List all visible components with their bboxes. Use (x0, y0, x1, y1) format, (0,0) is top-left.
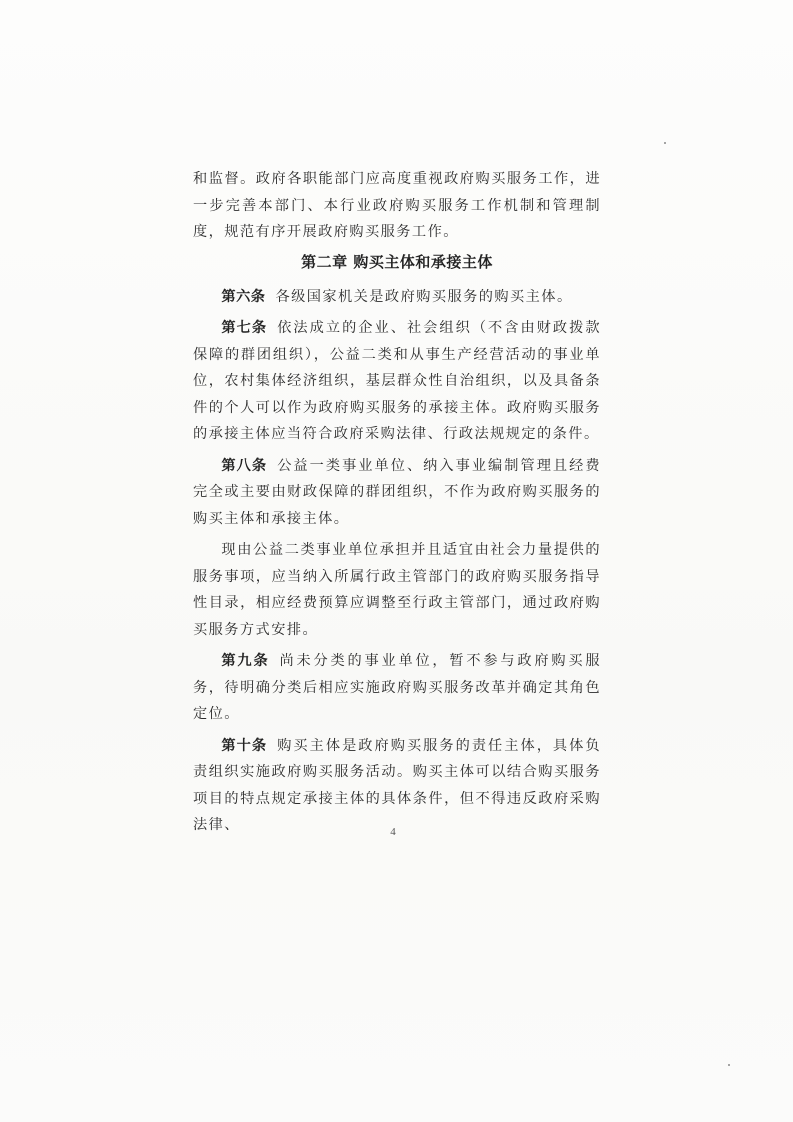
article-number: 第十条 (221, 737, 268, 754)
scan-speck (728, 1064, 730, 1066)
article-text: 依法成立的企业、社会组织（不含由财政拨款保障的群团组织），公益二类和从事生产经营活动的事业单位，农村集体经济组织，基层群众性自治组织，以及具备条件的个人可以作为政府购买服务的承接主体。政府购买服务的承接主体应当符合政府采购法律、行政法规规定的条件。 (193, 320, 601, 442)
article-6 (193, 284, 601, 311)
chapter-title: 第二章 购买主体和承接主体 (301, 252, 493, 271)
article-number: 第九条 (221, 653, 270, 669)
scan-speck (664, 142, 666, 144)
article-text: 公益一类事业单位、纳入事业编制管理且经费完全或主要由财政保障的群团组织，不作为政府购买服务的购买主体和承接主体。 (193, 457, 601, 527)
article-text: 尚未分类的事业单位，暂不参与政府购买服务，待明确分类后相应实施政府购买服务改革并确定其角色定位。 (193, 653, 601, 722)
article-9 (193, 648, 601, 728)
article-number: 第六条 (221, 288, 266, 305)
article-text: 各级国家机关是政府购买服务的购买主体。 (275, 288, 573, 305)
page-number: 4 (390, 826, 396, 838)
article-8 (193, 453, 601, 533)
article-number: 第八条 (221, 457, 268, 474)
document-body (193, 166, 601, 839)
article-text: 购买主体是政府购买服务的责任主体，具体负责组织实施政府购买服务活动。购买主体可以结合购买服务项目的特点规定承接主体的具体条件，但不得违反政府采购法律、 (193, 737, 601, 833)
article-7 (193, 315, 601, 448)
standalone-paragraph: 现由公益二类事业单位承担并且适宜由社会力量提供的服务事项，应当纳入所属行政主管部门的政府购买服务指导性目录，相应经费预算应调整至行政主管部门，通过政府购买服务方式安排。 (193, 542, 601, 638)
article-number: 第七条 (221, 320, 268, 336)
intro-paragraph: 和监督。政府各职能部门应高度重视政府购买服务工作，进一步完善本部门、本行业政府购买服务工作机制和管理制度，规范有序开展政府购买服务工作。 (193, 171, 601, 240)
article-10 (193, 733, 601, 839)
